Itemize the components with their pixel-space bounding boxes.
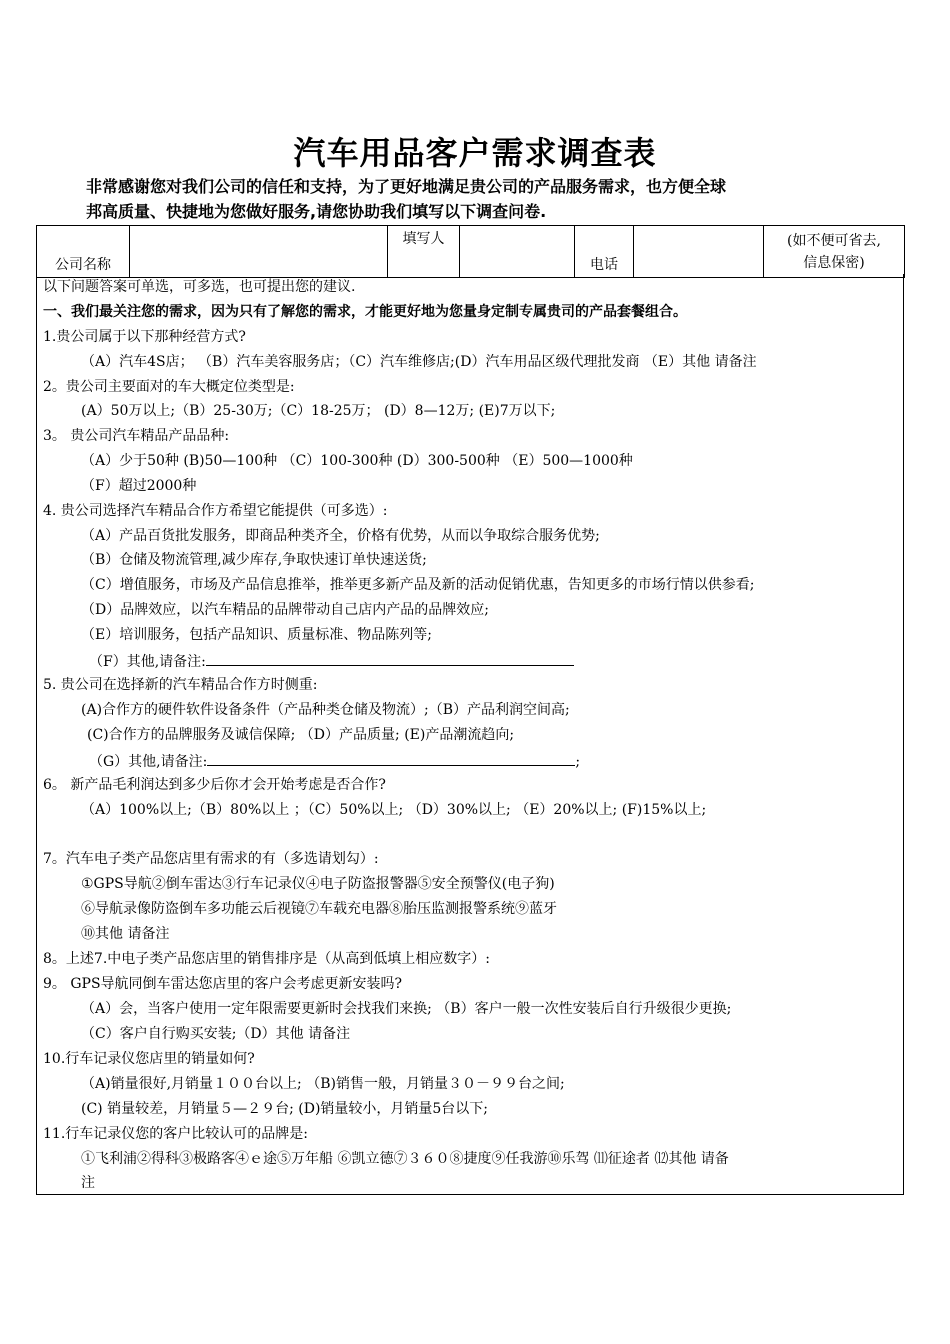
company-name-label: 公司名称 xyxy=(37,226,130,278)
question-4-option-e: （E）培训服务，包括产品知识、质量标准、物品陈列等; xyxy=(81,627,432,643)
question-2-options: (A）50万以上;（B）25-30万;（C）18-25万； (D）8—12万; (E)7万以下; xyxy=(81,403,556,419)
question-3-options-2: （F）超过2000种 xyxy=(81,478,197,494)
question-11: 11.行车记录仪您的客户比较认可的品牌是: xyxy=(43,1126,308,1142)
question-11-options-2: 注 xyxy=(81,1175,95,1191)
question-5: 5. 贵公司在选择新的汽车精品合作方时侧重: xyxy=(43,677,318,693)
question-5-option-g-label: （G）其他,请备注: xyxy=(89,754,208,770)
question-4-option-b: （B）仓储及物流管理,减少库存,争取快速订单快速送货; xyxy=(81,552,427,568)
question-4-option-f xyxy=(89,651,574,671)
question-3: 3。 贵公司汽车精品产品品种: xyxy=(43,428,230,444)
question-7-options-3: ⑩其他 请备注 xyxy=(81,926,170,942)
survey-intro: 以下问题答案可单选，可多选，也可提出您的建议. xyxy=(43,279,356,295)
question-5-option-g xyxy=(89,751,580,771)
section-heading: 一、我们最关注您的需求，因为只有了解您的需求，才能更好地为您量身定制专属贵司的产品套餐组合。 xyxy=(43,304,687,320)
question-5-options-2: (C)合作方的品牌服务及诚信保障; （D）产品质量; (E)产品潮流趋向; xyxy=(87,727,515,743)
intro-line-2: 邦高质量、快捷地为您做好服务,请您协助我们填写以下调查问卷. xyxy=(86,202,547,221)
phone-field[interactable] xyxy=(634,226,764,278)
question-4: 4. 贵公司选择汽车精品合作方希望它能提供（可多选）: xyxy=(43,503,388,519)
question-10-options-1: （A)销量很好,月销量１００台以上; （B)销售一般，月销量３０－９９台之间; xyxy=(81,1076,565,1092)
question-4-option-f-label: （F）其他,请备注: xyxy=(89,654,206,670)
question-1: 1.贵公司属于以下那种经营方式? xyxy=(43,329,246,345)
company-name-field[interactable] xyxy=(130,226,388,278)
page-title: 汽车用品客户需求调查表 xyxy=(293,134,657,172)
intro-text xyxy=(86,174,906,224)
question-4-option-c: （C）增值服务，市场及产品信息推举，推举更多新产品及新的活动促销优惠，告知更多的市场行情以供参看; xyxy=(81,577,755,593)
question-9: 9。 GPS导航同倒车雷达您店里的客户会考虑更新安装吗? xyxy=(43,976,403,992)
question-5-other-field[interactable] xyxy=(207,751,575,766)
question-7: 7。汽车电子类产品您店里有需求的有（多选请划勾）: xyxy=(43,851,379,867)
question-10: 10.行车记录仪您店里的销量如何? xyxy=(43,1051,255,1067)
question-2: 2。贵公司主要面对的车大概定位类型是: xyxy=(43,379,295,395)
filler-field[interactable] xyxy=(460,226,575,278)
question-7-options-1: ①GPS导航②倒车雷达③行车记录仪④电子防盗报警器⑤安全预警仪(电子狗) xyxy=(81,876,555,892)
phone-label: 电话 xyxy=(575,226,634,278)
question-5-options-1: (A)合作方的硬件软件设备条件（产品种类仓储及物流）;（B）产品利润空间高; xyxy=(81,702,570,718)
survey-body xyxy=(36,274,904,1195)
question-9-options-1: （A）会，当客户使用一定年限需要更新时会找我们来换; （B）客户一般一次性安装后自行升级很少更换; xyxy=(81,1001,732,1017)
header-info-table xyxy=(36,225,905,278)
question-10-options-2: (C) 销量较差，月销量５—２９台; (D)销量较小，月销量5台以下; xyxy=(81,1101,489,1117)
intro-line-1: 非常感谢您对我们公司的信任和支持，为了更好地满足贵公司的产品服务需求，也方便全球 xyxy=(86,177,727,196)
privacy-note xyxy=(764,226,905,278)
privacy-note-line-2: 信息保密) xyxy=(803,254,865,271)
filler-label: 填写人 xyxy=(388,226,460,278)
question-4-option-d: （D）品牌效应，以汽车精品的品牌带动自己店内产品的品牌效应; xyxy=(81,602,489,618)
privacy-note-line-1: (如不便可省去, xyxy=(787,232,881,249)
question-6: 6。 新产品毛利润达到多少后你才会开始考虑是否合作? xyxy=(43,777,386,793)
question-7-options-2: ⑥导航录像防盗倒车多功能云后视镜⑦车载充电器⑧胎压监测报警系统⑨蓝牙 xyxy=(81,901,557,917)
question-3-options-1: （A）少于50种 (B)50—100种 （C）100-300种 (D）300-500种 （E）500—1000种 xyxy=(81,453,633,469)
question-11-options-1: ①飞利浦②得科③极路客④ｅ途⑤万年船 ⑥凯立德⑦３６０⑧捷度⑨任我游⑩乐驾 ⑾征途者 ⑿其他 请备 xyxy=(81,1151,729,1167)
question-8: 8。上述7.中电子类产品您店里的销售排序是（从高到低填上相应数字）: xyxy=(43,951,490,967)
question-9-options-2: （C）客户自行购买安装;（D）其他 请备注 xyxy=(81,1026,351,1042)
question-6-options: （A）100%以上;（B）80%以上 ；（C）50%以上; （D）30%以上; （E）20%以上; (F)15%以上; xyxy=(81,802,707,818)
question-4-option-a: （A）产品百货批发服务，即商品种类齐全，价格有优势，从而以争取综合服务优势; xyxy=(81,528,600,544)
question-1-options: （A）汽车4S店； （B）汽车美容服务店；（C）汽车维修店;(D）汽车用品区级代理批发商 （E）其他 请备注 xyxy=(81,354,757,370)
question-4-other-field[interactable] xyxy=(206,651,574,666)
question-5-option-g-end: ; xyxy=(575,754,581,770)
